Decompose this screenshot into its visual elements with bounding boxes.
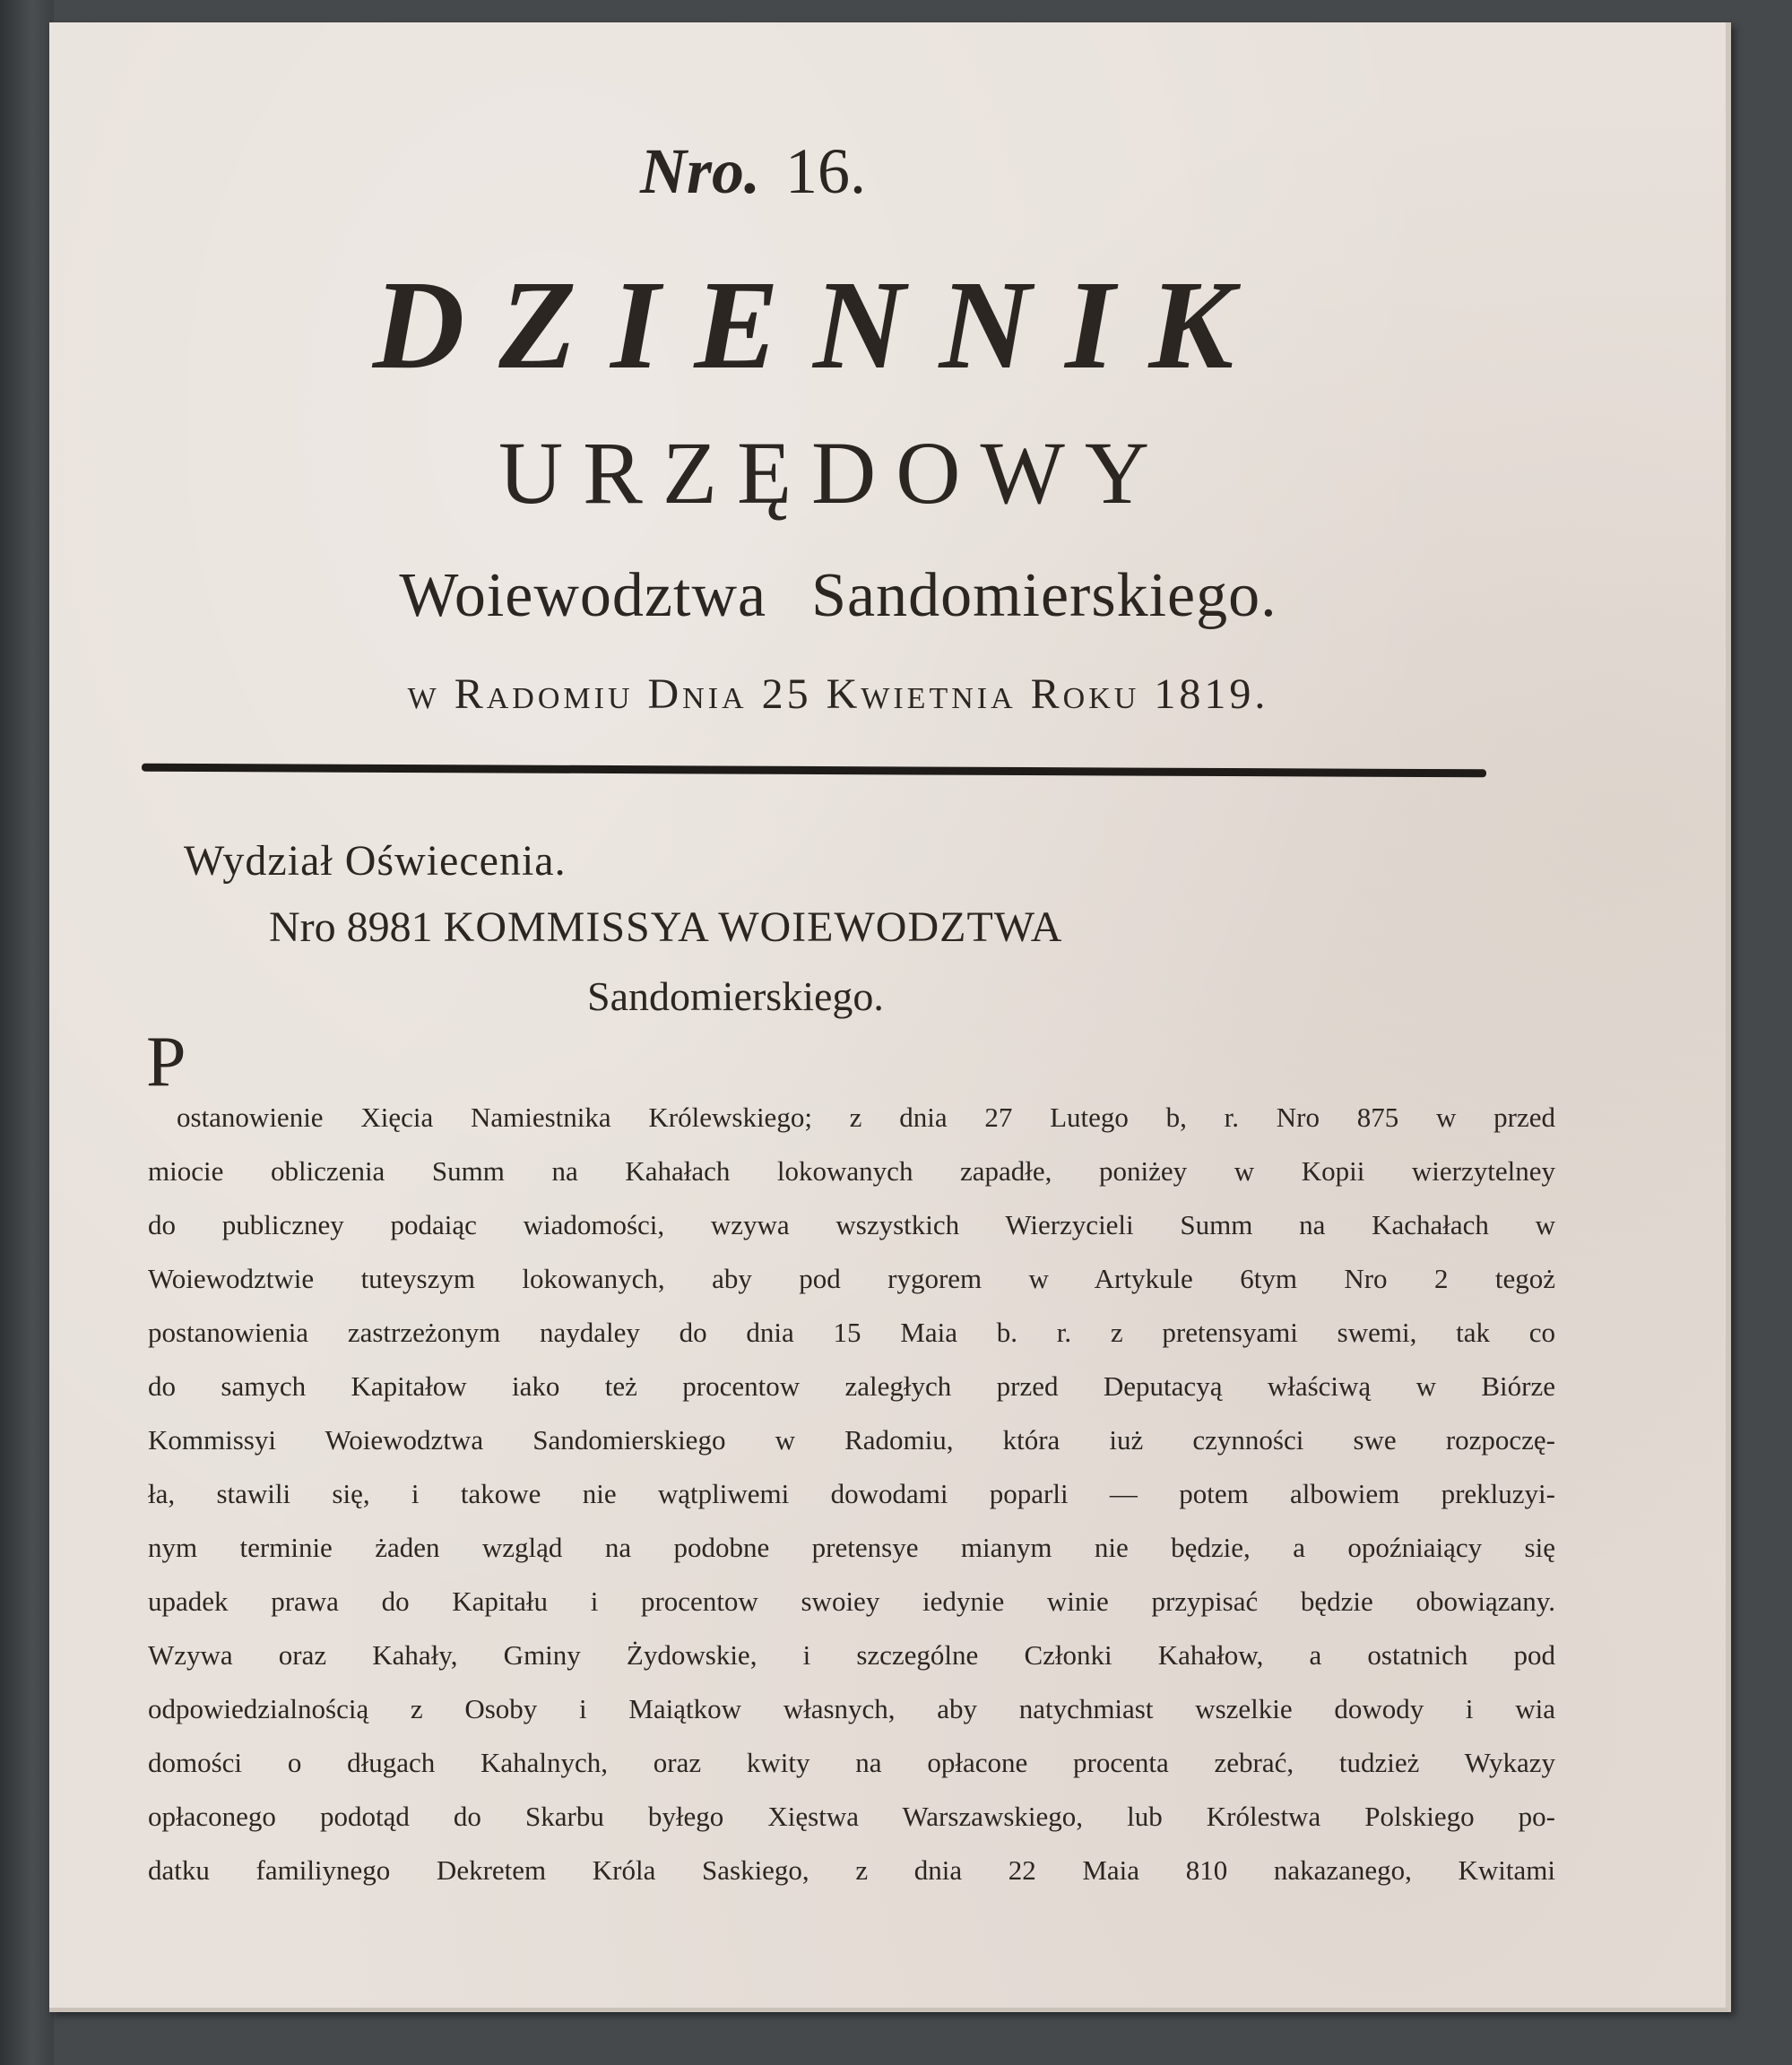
body-line: upadek prawa do Kapitału i procentow swoiey iedynie winie przypisać będzie obowiązany. [148, 1585, 1555, 1617]
body-line: nym terminie żaden wzgląd na podobne pretensye mianym nie będzie, a opoźniaiący się [148, 1532, 1555, 1563]
region-word-1: Woiewodztwa [399, 561, 767, 630]
body-line: odpowiedzialnością z Osoby i Maiątkow własnych, aby natychmiast wszelkie dowody i wia [148, 1693, 1555, 1724]
region-word-2: Sandomierskiego. [811, 561, 1277, 630]
body-line: domości o długach Kahalnych, oraz kwity na opłacone procenta zebrać, tudzież Wykazy [148, 1747, 1555, 1778]
masthead-subtitle: URZĘDOWY [498, 423, 1170, 523]
masthead-region [0, 560, 1676, 632]
body-line: ostanowienie Xięcia Namiestnika Królewskiego; z dnia 27 Lutego b, r. Nro 875 w przed [177, 1102, 1555, 1133]
body-line: Woiewodztwie tuteyszym lokowanych, aby pod rygorem w Artykule 6tym Nro 2 tegoż [148, 1263, 1555, 1294]
document-page [49, 22, 1731, 2012]
body-line: do samych Kapitałow iako też procentow zaległych przed Deputacyą właściwą w Biórze [148, 1370, 1555, 1402]
body-line: opłaconego podotąd do Skarbu byłego Xięstwa Warszawskiego, lub Królestwa Polskiego po- [148, 1801, 1555, 1832]
body-line: datku familiynego Dekretem Króla Saskiego, z dnia 22 Maia 810 nakazanego, Kwitami [148, 1854, 1555, 1886]
commission-heading [269, 903, 1062, 952]
issue-number [0, 134, 1591, 209]
header-divider [142, 764, 1486, 778]
drop-cap: P [146, 1023, 186, 1102]
body-line: miocie obliczenia Summ na Kahałach lokowanych zapadłe, poniżey w Kopii wierzytelney [148, 1155, 1555, 1187]
commission-subheading: Sandomierskiego. [587, 973, 884, 1019]
body-line: do publiczney podaiąc wiadomości, wzywa wszystkich Wierzycieli Summ na Kachałach w [148, 1209, 1555, 1240]
body-line: postanowienia zastrzeżonym naydaley do dnia 15 Maia b. r. z pretensyami swemi, tak co [148, 1317, 1555, 1348]
body-line: Kommissyi Woiewodztwa Sandomierskiego w Radomiu, która iuż czynności swe rozpoczę- [148, 1424, 1555, 1456]
decree-number: Nro 8981 [269, 903, 433, 951]
department-heading: Wydział Oświecenia. [184, 837, 567, 885]
masthead-title: DZIENNIK [372, 254, 1268, 395]
body-line: ła, stawili się, i takowe nie wątpliwemi dowodami poparli — potem albowiem prekluzyi- [148, 1478, 1555, 1509]
issue-number-label: Nro. [639, 135, 760, 207]
commission-name: KOMMISSYA WOIEWODZTWA [443, 903, 1063, 951]
dateline: w Radomiu Dnia 25 Kwietnia Roku 1819. [407, 670, 1269, 718]
body-line: Wzywa oraz Kahały, Gminy Żydowskie, i szczególne Członki Kahałow, a ostatnich pod [148, 1639, 1555, 1671]
issue-number-value: 16. [785, 135, 866, 207]
